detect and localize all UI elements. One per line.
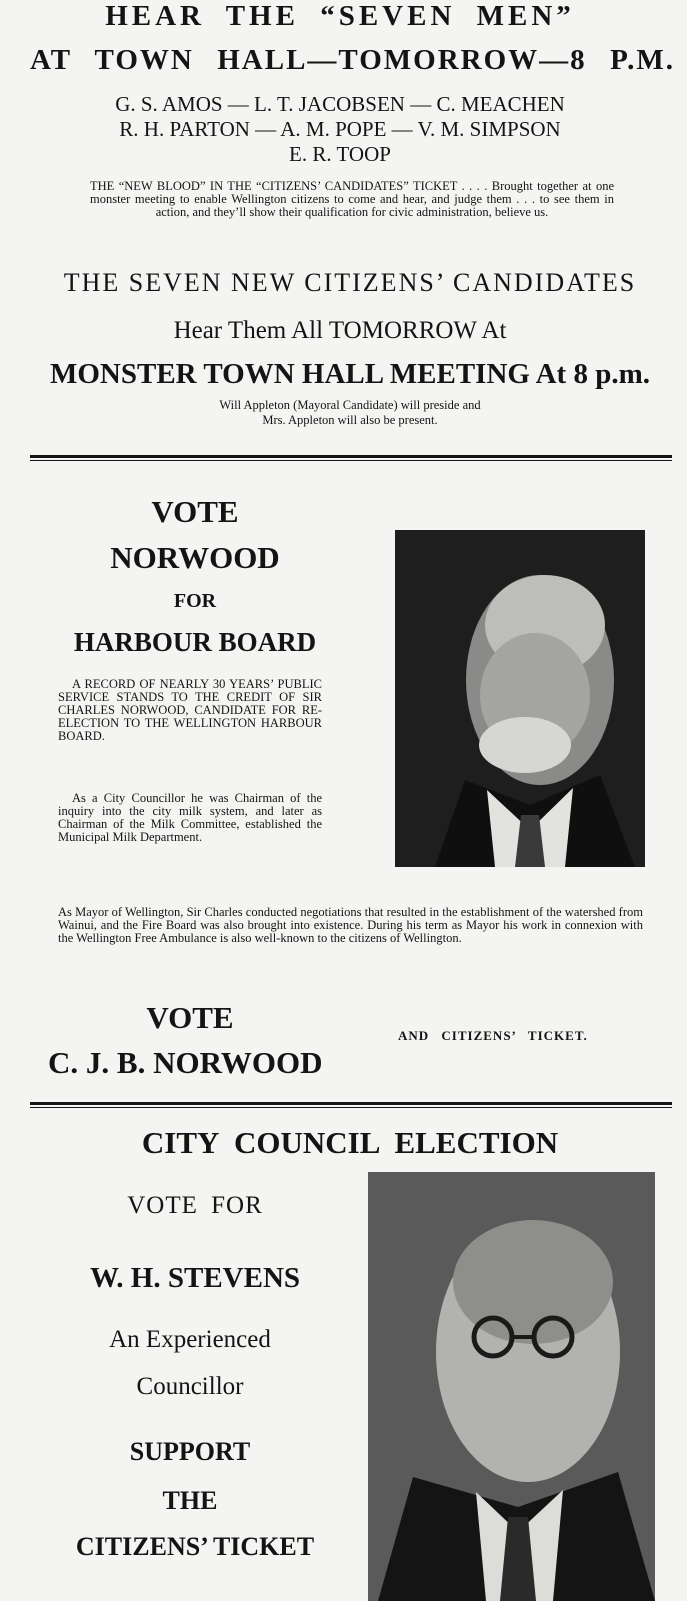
ad1-names-line-2: R. H. PARTON — A. M. POPE — V. M. SIMPSON (119, 117, 561, 141)
norwood-portrait-photo (395, 530, 645, 867)
ad1-names-line-1: G. S. AMOS — L. T. JACOBSEN — C. MEACHEN (115, 92, 565, 116)
ad2-citizens-ticket: AND CITIZENS’ TICKET. (398, 1028, 588, 1043)
ad2-paragraph-2: As a City Councillor he was Chairman of the inquiry into the city milk system, and later as Chairman of the Milk Committee, established the Municipal Milk Department. (58, 791, 322, 844)
ad3-title: CITY COUNCIL ELECTION (141, 1125, 559, 1160)
ad1-meeting-line: MONSTER TOWN HALL MEETING At 8 p.m. (50, 358, 650, 390)
ad2-paragraph-1: A RECORD OF NEARLY 30 YEARS’ PUBLIC SERVICE STANDS TO THE CREDIT OF SIR CHARLES NORWOOD, CANDIDATE FOR RE-ELECTION TO THE WELLINGTON HARBOUR BOARD. (58, 677, 322, 743)
ad2-paragraph-3: As Mayor of Wellington, Sir Charles conducted negotiations that resulted in the establishment of the watershed from Wainui, and the Fire Board was also brought into existence. During his term as Mayor his work in connexion with the Wellington Free Ambulance is also well-known to the citizens of Wellington. (58, 905, 643, 945)
ad3-name: W. H. STEVENS (89, 1262, 301, 1294)
ad3-experienced: An Experienced (109, 1326, 271, 1353)
ad1-footer-line-1: Will Appleton (Mayoral Candidate) will preside and (219, 398, 481, 412)
ad3-the: THE (162, 1486, 218, 1515)
section-divider-2 (30, 1102, 672, 1108)
stevens-portrait-photo (368, 1172, 655, 1601)
ad2-name: NORWOOD (110, 540, 280, 575)
ad1-headline-2: AT TOWN HALL—TOMORROW—8 P.M. (30, 44, 675, 76)
ad3-councillor: Councillor (136, 1373, 244, 1400)
ad3-vote-for: VOTE FOR (127, 1192, 263, 1219)
ad2-for: FOR (173, 590, 217, 612)
ad2-full-name: C. J. B. NORWOOD (48, 1045, 323, 1080)
ad1-names-line-3: E. R. TOOP (289, 142, 391, 166)
ad2-board: HARBOUR BOARD (73, 627, 317, 657)
ad3-support: SUPPORT (129, 1437, 251, 1466)
ad1-blurb: THE “NEW BLOOD” IN THE “CITIZENS’ CANDIDATES” TICKET . . . . Brought together at one monster meeting to enable Wellington citizens to come and hear, and judge them . . . to see them in action, and they’ll show their qualification for civic administration, believe us. (90, 179, 614, 219)
ad2-vote: VOTE (151, 494, 239, 529)
ad1-headline-1: HEAR THE “SEVEN MEN” (105, 0, 575, 32)
ad1-subhead: THE SEVEN NEW CITIZENS’ CANDIDATES (63, 268, 637, 297)
ad1-footer-line-2: Mrs. Appleton will also be present. (262, 413, 438, 427)
section-divider (30, 455, 672, 461)
ad3-ticket: CITIZENS’ TICKET (75, 1532, 315, 1561)
ad1-hear-line: Hear Them All TOMORROW At (173, 317, 507, 344)
ad2-vote-2: VOTE (146, 1000, 234, 1035)
